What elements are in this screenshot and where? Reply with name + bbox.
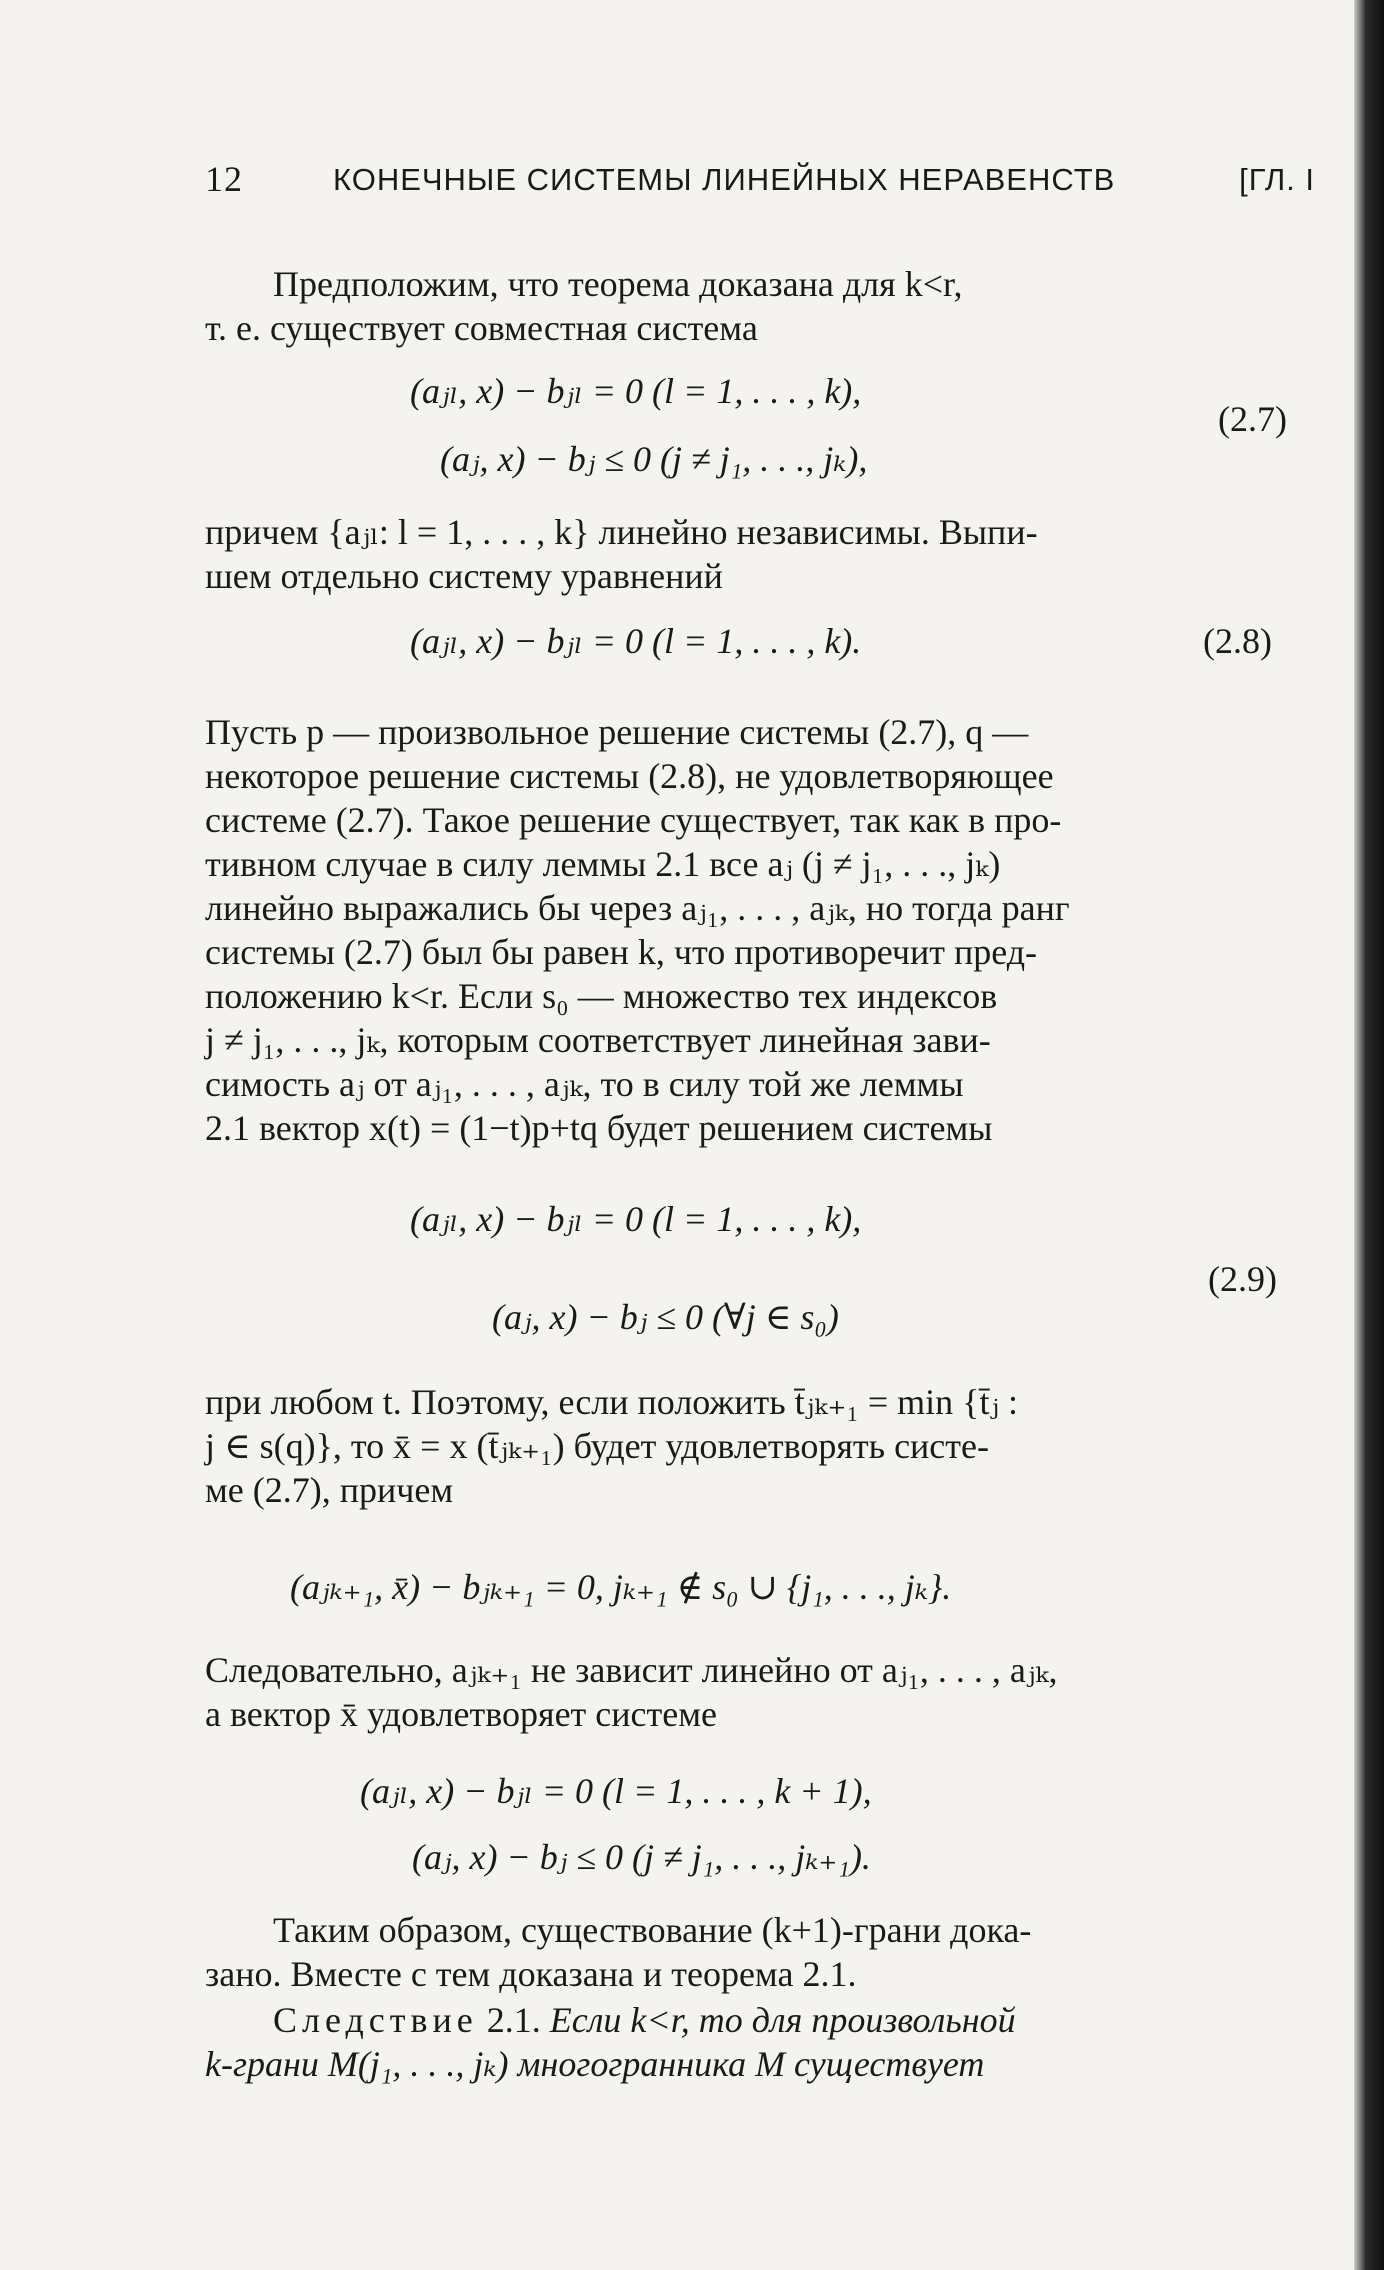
- text-line: 2.1 вектор x(t) = (1−t)p+tq будет решением системы: [205, 1108, 993, 1148]
- equation-2-9-line-1: (aⱼₗ, x) − bⱼₗ = 0 (l = 1, . . . , k),: [410, 1199, 862, 1239]
- equation-unnumbered-2-line-1: (aⱼₗ, x) − bⱼₗ = 0 (l = 1, . . . , k + 1),: [360, 1771, 872, 1811]
- text-line: Предположим, что теорема доказана для k<r,: [273, 264, 963, 304]
- text-line: системе (2.7). Такое решение существует, так как в про-: [205, 800, 1062, 840]
- equation-number-2-8: (2.8): [1203, 621, 1272, 661]
- text-line: симость aⱼ от aⱼ₁, . . . , aⱼₖ, то в силу той же леммы: [205, 1064, 964, 1104]
- text-line: j ∈ s(q)}, то x̄ = x (t̄ⱼₖ₊₁) будет удовлетворять систе-: [205, 1426, 989, 1466]
- text-line: а вектор x̄ удовлетворяет системе: [205, 1694, 717, 1734]
- paragraph-4: [205, 1380, 1305, 1512]
- equation-number-2-7: (2.7): [1218, 399, 1287, 439]
- text-line: j ≠ j₁, . . ., jₖ, которым соответствует линейная зави-: [205, 1020, 991, 1060]
- text-line: ме (2.7), причем: [205, 1470, 454, 1510]
- text-line: положению k<r. Если s₀ — множество тех индексов: [205, 976, 998, 1016]
- text-line: линейно выражались бы через aⱼ₁, . . . , aⱼₖ, но тогда ранг: [205, 888, 1070, 928]
- equation-2-7-line-1: (aⱼₗ, x) − bⱼₗ = 0 (l = 1, . . . , k),: [410, 371, 862, 411]
- equation-number-2-9: (2.9): [1208, 1259, 1277, 1299]
- paragraph-6: [205, 1908, 1305, 1996]
- equation-2-8: (aⱼₗ, x) − bⱼₗ = 0 (l = 1, . . . , k).: [410, 621, 862, 661]
- text-line: системы (2.7) был бы равен k, что противоречит пред-: [205, 932, 1038, 972]
- text-line: Пусть p — произвольное решение системы (2.7), q —: [205, 712, 1029, 752]
- text-line: k-грани M(j₁, . . ., jₖ) многогранника M существует: [205, 2044, 985, 2084]
- text-line: причем {aⱼₗ: l = 1, . . . , k} линейно независимы. Выпи-: [205, 512, 1038, 552]
- running-header: [205, 158, 1315, 204]
- text-line: некоторое решение системы (2.8), не удовлетворяющее: [205, 756, 1054, 796]
- paragraph-3: [205, 710, 1305, 1150]
- corollary-2-1: [205, 1998, 1305, 2086]
- corollary-number: 2.1.: [486, 2000, 541, 2040]
- text-line: зано. Вместе с тем доказана и теорема 2.1.: [205, 1954, 857, 1994]
- text-line: Следовательно, aⱼₖ₊₁ не зависит линейно от aⱼ₁, . . . , aⱼₖ,: [205, 1650, 1058, 1690]
- paragraph-2: [205, 510, 1305, 598]
- text-line: шем отдельно систему уравнений: [205, 556, 723, 596]
- equation-unnumbered-2-line-2: (aⱼ, x) − bⱼ ≤ 0 (j ≠ j₁, . . ., jₖ₊₁).: [412, 1837, 871, 1877]
- text-line: [205, 1998, 1305, 2042]
- running-title: КОНЕЧНЫЕ СИСТЕМЫ ЛИНЕЙНЫХ НЕРАВЕНСТВ: [333, 162, 1116, 197]
- corollary-text: Если k<r, то для произвольной: [549, 2000, 1016, 2040]
- equation-2-9-line-2: (aⱼ, x) − bⱼ ≤ 0 (∀j ∈ s₀): [492, 1297, 839, 1337]
- corollary-label: Следствие: [273, 2000, 478, 2040]
- equation-unnumbered-1: (aⱼₖ₊₁, x̄) − bⱼₖ₊₁ = 0, jₖ₊₁ ∉ s₀ ∪ {j₁, . . ., jₖ}.: [290, 1567, 952, 1607]
- equation-2-7-line-2: (aⱼ, x) − bⱼ ≤ 0 (j ≠ j₁, . . ., jₖ),: [440, 439, 868, 479]
- text-line: тивном случае в силу леммы 2.1 все aⱼ (j ≠ j₁, . . ., jₖ): [205, 844, 1001, 884]
- text-line: при любом t. Поэтому, если положить t̄ⱼₖ₊₁ = min {t̄ⱼ :: [205, 1382, 1018, 1422]
- chapter-label: [ГЛ. I: [1239, 162, 1315, 197]
- text-line: Таким образом, существование (k+1)-грани дока-: [273, 1910, 1032, 1950]
- paragraph-1: [205, 262, 1305, 350]
- page-number: 12: [205, 159, 243, 199]
- paragraph-5: [205, 1648, 1305, 1736]
- text-line: т. е. существует совместная система: [205, 308, 758, 348]
- page-binding-edge: [1354, 0, 1384, 2270]
